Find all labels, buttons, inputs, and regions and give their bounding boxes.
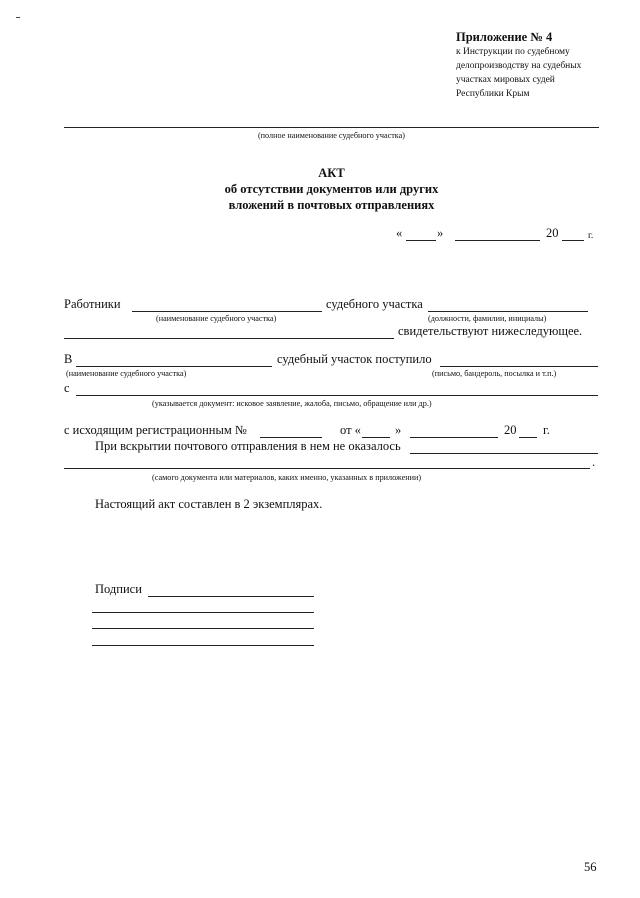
date-open-quote: «: [396, 226, 403, 240]
page-number: 56: [584, 860, 597, 874]
from-day-line: [362, 437, 390, 438]
signature-line-3: [92, 628, 314, 629]
workers-persons-caption: (должности, фамилии, инициалы): [428, 314, 547, 323]
v-court-caption: (наименование судебного участка): [66, 369, 187, 378]
appendix-title: Приложение № 4: [456, 30, 553, 44]
date-year-suffix: г.: [588, 231, 594, 241]
appendix-ref-line-1: к Инструкции по судебному: [456, 47, 570, 57]
received-mail-caption: (письмо, бандероль, посылка и т.п.): [432, 369, 557, 378]
from-month-line: [410, 437, 498, 438]
outgoing-number-line: [260, 437, 322, 438]
court-name-line: [64, 127, 599, 128]
signatures-label: Подписи: [95, 582, 142, 596]
compiled-text: Настоящий акт составлен в 2 экземплярах.: [95, 497, 323, 511]
workers-continue-line: [64, 338, 394, 339]
court-name-caption: (полное наименование судебного участка): [257, 131, 406, 140]
act-subtitle-2: вложений в почтовых отправлениях: [228, 198, 435, 212]
act-subtitle-1: об отсутствии документов или других: [224, 182, 439, 196]
v-court-line: [76, 366, 272, 367]
appendix-ref-line-2: делопроизводству на судебных: [456, 61, 582, 71]
v-label: В: [64, 352, 73, 366]
received-label: судебный участок поступило: [277, 352, 432, 366]
from-year-line: [519, 437, 537, 438]
appendix-ref-line-4: Республики Крым: [456, 89, 530, 99]
s-label: с: [64, 381, 70, 395]
act-title: АКТ: [318, 166, 345, 180]
from-close-quote: »: [395, 423, 402, 437]
date-close-quote: »: [437, 226, 444, 240]
missing-period: .: [592, 455, 596, 469]
workers-persons-line: [428, 311, 588, 312]
workers-court-line: [132, 311, 322, 312]
missing-items-line: [64, 468, 590, 469]
court-label: судебного участка: [326, 297, 423, 311]
workers-label: Работники: [64, 297, 121, 311]
scan-mark: [16, 17, 20, 18]
from-year-prefix: 20: [504, 423, 517, 437]
date-day-line: [406, 240, 436, 241]
date-month-line: [455, 240, 540, 241]
opening-line: [410, 453, 598, 454]
outgoing-label: с исходящим регистрационным №: [64, 423, 247, 437]
date-year-prefix: 20: [546, 226, 559, 240]
opening-text: При вскрытии почтового отправления в нем не оказалось: [95, 439, 401, 453]
witness-text: свидетельствуют нижеследующее.: [398, 324, 583, 338]
signature-line-1: [148, 596, 314, 597]
document-caption: (указывается документ: исковое заявление, жалоба, письмо, обращение или др.): [152, 399, 432, 408]
signature-line-4: [92, 645, 314, 646]
from-label: от «: [340, 423, 361, 437]
document-line: [76, 395, 598, 396]
from-year-suffix: г.: [543, 423, 550, 437]
missing-items-caption: (самого документа или материалов, каких именно, указанных в приложении): [152, 473, 422, 482]
workers-court-caption: (наименование судебного участка): [156, 314, 277, 323]
received-mail-line: [440, 366, 598, 367]
signature-line-2: [92, 612, 314, 613]
appendix-ref-line-3: участках мировых судей: [456, 75, 555, 85]
date-year-line: [562, 240, 584, 241]
